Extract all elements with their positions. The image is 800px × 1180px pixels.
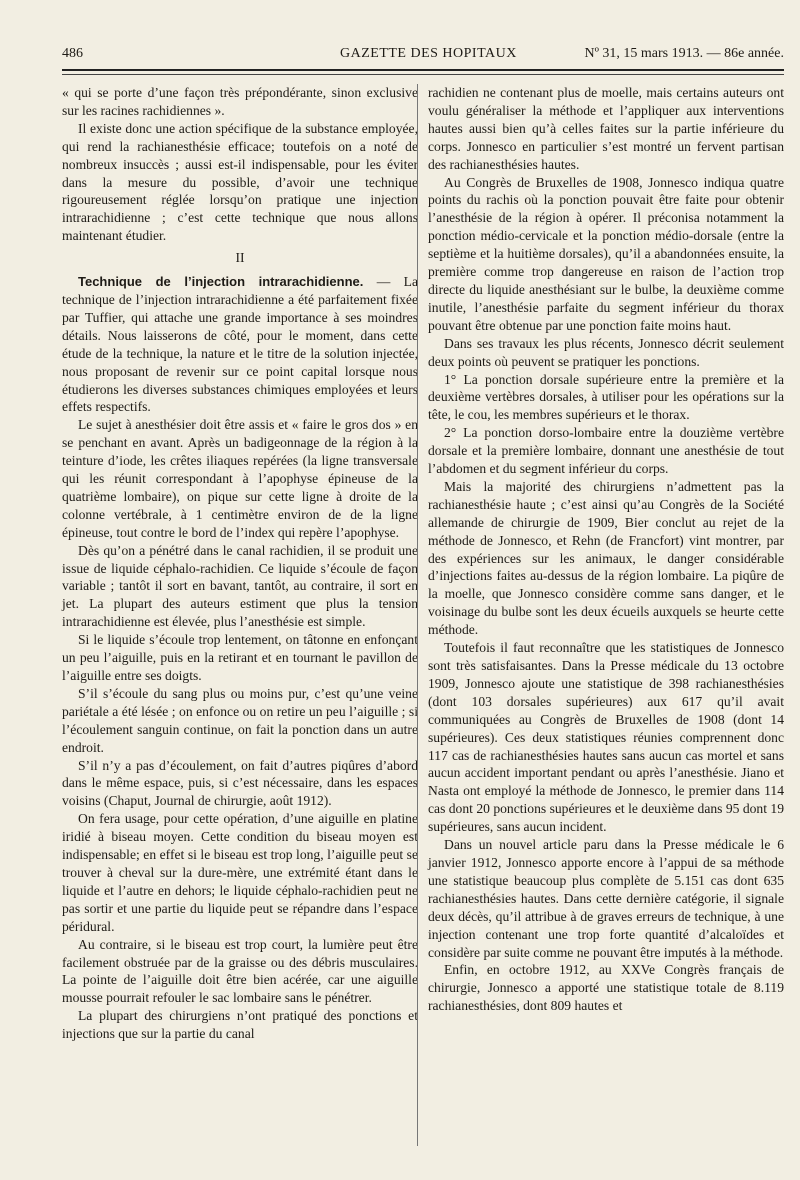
paragraph: Si le liquide s’écoule trop lentement, on tâtonne en enfonçant un peu l’aiguille, puis en la retirant et en tournant le pavillon de l’aiguille entre ses doigts. bbox=[62, 632, 418, 683]
header-rule-thin bbox=[62, 74, 784, 75]
paragraph bbox=[62, 273, 418, 416]
header-rule-thick bbox=[62, 69, 784, 71]
issue-info: Nº 31, 15 mars 1913. — 86e année. bbox=[584, 46, 784, 61]
paragraph: Mais la majorité des chirurgiens n’admettent pas la rachianesthésie haute ; c’est ainsi qu’au Congrès de la Société allemande de chirurgie de 1909, Bier conclut au rejet de la méthode de Jonnesco, et Rehn (de Francfort) vint montrer, par des expériences sur les animaux, le danger considérable d’injections faites au-dessus de la région lombaire. La piqûre de la moelle, que Jonnesco considère comme sans danger, et le voisinage du bulbe sont les deux écueils auxquels se heurte cette méthode. bbox=[428, 478, 784, 638]
paragraph: Il existe donc une action spécifique de la substance employée, qui rend la rachianesthésie efficace; toutefois on a noté de nombreux insuccès ; aussi est-il indispensable, pour les éviter dans la mesure du possible, d’avoir une technique rigoureusement réglée lorsqu’on pratique une injection intrarachidienne ; c’est cette technique que nous allons maintenant étudier. bbox=[62, 120, 418, 244]
paragraph: Au Congrès de Bruxelles de 1908, Jonnesco indiqua quatre points du rachis où la ponction pouvait être faite pour obtenir l’anesthésie de la région à opérer. Il préconisa notamment la ponction médio-cervicale et la ponction médio-dorsale (entre la septième et la huitième dorsales), qu’il a abandonnées ensuite, la première comme trop dangereuse en raison de l’action trop directe du liquide anesthésiant sur le bulbe, la deuxième comme inutile, l’anesthésie parfaite du segment inférieur du thorax pouvant être obtenue par une ponction faite moins haut. bbox=[428, 174, 784, 333]
paragraph: Au contraire, si le biseau est trop court, la lumière peut être facilement obstruée par de la graisse ou des débris musculaires. La pointe de l’aiguille doit être bien acérée, car une aiguille mousse pourrait refouler le sac lombaire sans le pénétrer. bbox=[62, 936, 418, 1006]
paragraph: rachidien ne contenant plus de moelle, mais certains auteurs ont voulu généraliser la méthode et l’appliquer aux interventions hautes aussi bien qu’à celles faites sur la partie inférieure du corps. Jonnesco en particulier s’est montré un fervent partisan des rachianesthésies hautes. bbox=[428, 85, 784, 172]
paragraph: La plupart des chirurgiens n’ont pratiqué des ponctions et injections que sur la partie du canal bbox=[62, 1008, 418, 1042]
paragraph: « qui se porte d’une façon très prépondérante, sinon exclusive sur les racines rachidiennes ». bbox=[62, 85, 418, 118]
paragraph: Enfin, en octobre 1912, au XXVe Congrès français de chirurgie, Jonnesco a apporté une statistique totale de 8.119 rachianesthésies, dont 809 hautes et bbox=[428, 962, 784, 1014]
paragraph: Dans un nouvel article paru dans la Presse médicale le 6 janvier 1912, Jonnesco apporte encore à l’appui de sa méthode une statistique beaucoup plus complète de 5.151 cas dont 635 rachianesthésies hautes. Dans cette dernière catégorie, il signale deux décès, qu’il attribue à de graves erreurs de technique, à une injection contenant une trop forte quantité d’alcaloïdes et considère par suite comme ne pouvant être imputés à la méthode. bbox=[428, 837, 784, 960]
paragraph: Dans ses travaux les plus récents, Jonnesco décrit seulement deux points où peuvent se pratiquer les ponctions. bbox=[428, 335, 784, 369]
paragraph: Toutefois il faut reconnaître que les statistiques de Jonnesco sont très satisfaisantes. Dans la Presse médicale du 13 octobre 1909, Jonnesco ajoute une statistique de 398 rachianesthésies (dont 103 dorsales supérieures) aux 617 qu’il avait communiquées au Congrès de Bruxelles de 1908 (dont 14 supérieures). Ces deux statistiques réunies comprennent donc 117 cas de rachianesthésies hautes sans aucun cas mortel et sans aucun accident important pendant ou après l’anesthésie. Jiano et Nasta ont employé la méthode de Jonnesco, le premier dans 114 cas dont 20 ponctions supérieures et le deuxième dans 95 dont 19 supérieures, sans aucun incident. bbox=[428, 640, 784, 835]
paragraph: Le sujet à anesthésier doit être assis et « faire le gros dos » en se penchant en avant. Après un badigeonnage de la région à la teinture d’iode, les crêtes iliaques repérées (la ligne transversale qui les réunit correspondant à l’apophyse épineuse de la quatrième lombaire), on pique sur cette ligne à droite de la colonne vertébrale, à 1 centimètre environ de de la ligne épineuse, tout contre le bord de l’index qui repère l’apophyse. bbox=[62, 417, 418, 540]
paragraph: S’il n’y a pas d’écoulement, on fait d’autres piqûres d’abord dans le même espace, puis, si c’est nécessaire, dans les espaces voisins (Chaput, Journal de chirurgie, août 1912). bbox=[62, 757, 418, 809]
page-number: 486 bbox=[62, 46, 83, 61]
section-heading: Technique de l’injection intrarachidienne. bbox=[78, 274, 364, 290]
paragraph-text: — La technique de l’injection intrarachidienne a été parfaitement fixée par Tuffier, qui attache une grande importance à ses moindres détails. Nous laisserons de côté, pour le moment, dans cette étude de la technique, la nature et le titre de la solution injectée, nous proposant de revenir sur ce point capital lorsque nous étudierons les diverses substances chimiques employées et leurs effets respectifs. bbox=[62, 274, 419, 415]
running-header bbox=[62, 44, 784, 66]
section-number: II bbox=[235, 250, 245, 266]
column-divider bbox=[417, 84, 418, 1146]
paragraph: On fera usage, pour cette opération, d’une aiguille en platine iridié à biseau moyen. Cette condition du biseau moyen est indispensable; en effet si le biseau est trop long, l’aiguille peut se trouver à cheval sur la dure-mère, une extrémité étant dans le liquide et l’autre en dehors; le liquide céphalo-rachidien peut ne pas sortir et une partie du liquide peut se répandre dans l’espace péridural. bbox=[62, 811, 418, 934]
journal-title: GAZETTE DES HOPITAUX bbox=[340, 46, 517, 61]
paragraph: 2° La ponction dorso-lombaire entre la douzième vertèbre dorsale et la première lombaire, donnant une anesthésie de tout l’abdomen et du segment inférieur du corps. bbox=[428, 425, 784, 477]
paragraph: Dès qu’on a pénétré dans le canal rachidien, il se produit une issue de liquide céphalo-rachidien. Ce liquide s’écoule de façon variable ; tantôt il sort en bavant, tantôt, au contraire, il sort en jet. La plupart des auteurs estiment que plus la tension intrarachidienne est élevée, plus l’anesthésie est simple. bbox=[62, 542, 418, 630]
paragraph: 1° La ponction dorsale supérieure entre la première et la deuxième vertèbres dorsales, à utiliser pour les opérations sur la tête, le cou, les membres supérieurs et le thorax. bbox=[428, 371, 784, 423]
right-column bbox=[428, 84, 784, 1015]
left-column bbox=[62, 84, 418, 1043]
paragraph: S’il s’écoule du sang plus ou moins pur, c’est qu’une veine pariétale a été lésée ; on enfonce ou on retire un peu l’aiguille ; si l’écoulement sanguin continue, on fait la ponction dans un autre endroit. bbox=[62, 685, 418, 755]
